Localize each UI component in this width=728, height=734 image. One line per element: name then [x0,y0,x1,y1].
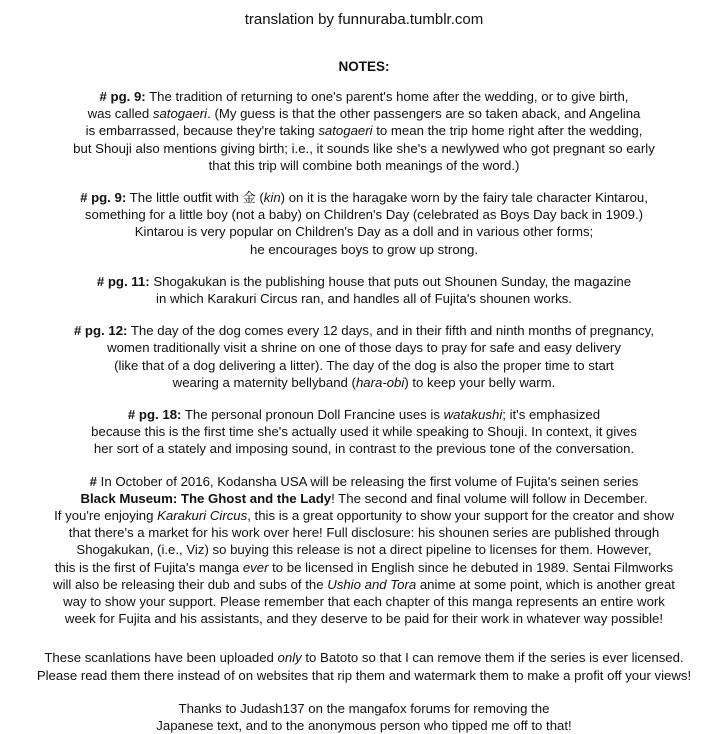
text-run: The personal pronoun Doll Francine uses is [181,407,444,423]
text-line [0,490,728,507]
text-line [0,507,728,524]
text-run: this is the first of Fujita's manga [54,559,243,575]
text-run: something for a little boy (not a baby) on Children's Day (celebrated as Boys Day back in 1909.) [84,207,644,223]
notes-section [0,88,728,627]
note-pg-9-satogaeri [0,88,728,174]
bold-text: # [89,473,98,489]
text-run: women traditionally visit a shrine on one of those days to pray for safe and easy delivery [107,340,621,356]
text-run: is embarrassed, because they're taking [85,123,319,139]
text-run: ) on it is the haragake worn by the fairy tale character Kintarou, [280,190,648,206]
translator-credit: translation by funnuraba.tumblr.com [244,11,484,28]
note-pg-18-watakushi [0,406,728,458]
text-run: The day of the dog comes every 12 days, and in their fifth and ninth months of pregnancy, [127,323,655,339]
bold-text: Black Museum: The Ghost and the Lady [80,490,332,506]
italic-text: kin [263,190,281,206]
text-run: ; it's emphasized [502,407,601,423]
text-run: Thanks to Judash137 on the mangafox forums for removing the [178,700,550,716]
italic-text: hara-obi [355,374,405,390]
text-run: In October of 2016, Kodansha USA will be releasing the first volume of Fujita's seinen series [97,473,639,489]
text-run: in which Karakuri Circus ran, and handles all of Fujita's shounen works. [156,291,572,307]
italic-text: Karakuri Circus [157,508,248,524]
text-run: Please read them there instead of on websites that rip them and watermark them to make a profit off your views! [36,667,692,683]
note-pg-12-day-of-dog [0,322,728,391]
text-line [0,576,728,593]
text-run: he encourages boys to grow up strong. [250,241,478,257]
text-line [0,559,728,576]
note-kodansha-release [0,473,728,628]
bold-text: # pg. 9: [99,89,146,104]
italic-text: watakushi [443,407,503,423]
text-line [0,88,728,105]
text-line [0,223,728,240]
text-run: week for Fujita and his assistants, and they deserve to be paid for their work in whatever way possible! [64,611,664,627]
text-run: The little outfit with 金 ( [126,190,264,206]
text-run: to mean the trip home right after the wedding, [372,123,643,139]
text-run: way to show your support. Please remember that each chapter of this manga represents an entire work [63,594,665,610]
text-run: to Batoto so that I can remove them if the series is ever licensed. [301,650,684,666]
text-run: (like that of a dog delivering a litter). The day of the dog is also the proper time to start [114,357,614,373]
italic-text: only [277,650,302,666]
text-line [0,122,728,139]
text-run: Japanese text, and to the anonymous person who tipped me off to that! [156,718,572,734]
text-line [0,290,728,307]
text-run: because this is the first time she's actually used it while speaking to Shouji. In context, it gives [91,424,637,440]
text-run: , this is a great opportunity to show your support for the creator and show [247,508,674,524]
text-line [0,610,728,627]
note-pg-9-kintarou [0,189,728,258]
text-line [0,667,728,684]
notes-heading: NOTES: [338,59,390,74]
text-line [0,473,728,490]
text-run: Shogakukan is the publishing house that puts out Shounen Sunday, the magazine [149,273,632,289]
text-line [0,140,728,157]
text-run: her sort of a stately and imposing sound, in contrast to the previous tone of the conversation. [93,441,635,457]
bold-text: # pg. 12: [73,323,128,339]
text-line [0,105,728,122]
text-run: These scanlations have been uploaded [44,650,278,666]
text-run: Kintarou is very popular on Children's Day as a doll and in various other forms; [134,224,594,240]
text-line [0,440,728,457]
text-line [0,524,728,541]
text-line [0,241,728,258]
scanlation-disclaimer [0,649,728,683]
text-run: that this trip will combine both meanings of the word.) [208,157,520,173]
text-line [0,157,728,174]
text-line [0,339,728,356]
note-pg-11-shogakukan [0,273,728,307]
text-run: that there's a market for his work over here! Full disclosure: his shounen series are published through [68,525,660,541]
text-run: to be licensed in English since he debuted in 1989. Sentai Filmworks [268,559,674,575]
text-line [0,700,728,717]
text-line [0,189,728,206]
text-line [0,593,728,610]
text-line [0,541,728,558]
bold-text: # pg. 11: [96,273,150,289]
text-run: ) to keep your belly warm. [404,374,556,390]
text-line [0,717,728,734]
text-line [0,406,728,423]
text-run: If you're enjoying [54,508,158,524]
italic-text: Ushio and Tora [327,576,417,592]
text-run: . (My guess is that the other passengers are so taken aback, and Angelina [207,106,641,122]
text-run: anime at some point, which is another great [416,576,675,592]
bold-text: # pg. 9: [80,190,127,206]
italic-text: ever [242,559,269,575]
thanks-note [0,700,728,734]
text-run: was called [87,106,153,122]
text-run: will also be releasing their dub and subs of the [53,576,328,592]
italic-text: satogaeri [318,123,373,139]
text-run: The tradition of returning to one's parent's home after the wedding, or to give birth, [145,89,629,104]
text-line [0,423,728,440]
text-run: wearing a maternity bellyband ( [172,374,356,390]
text-line [0,374,728,391]
text-run: but Shouji also mentions giving birth; i.e., it sounds like she's a newlywed who got pregnant so early [73,140,655,156]
text-run: Shogakukan, (i.e., Viz) so buying this release is not a direct pipeline to licenses for them. However, [76,542,652,558]
italic-text: satogaeri [152,106,208,122]
text-line [0,649,728,666]
text-line [0,357,728,374]
text-line [0,322,728,339]
text-line [0,206,728,223]
text-run: ! The second and final volume will follow in December. [331,490,648,506]
bold-text: # pg. 18: [127,407,182,423]
text-line [0,273,728,290]
